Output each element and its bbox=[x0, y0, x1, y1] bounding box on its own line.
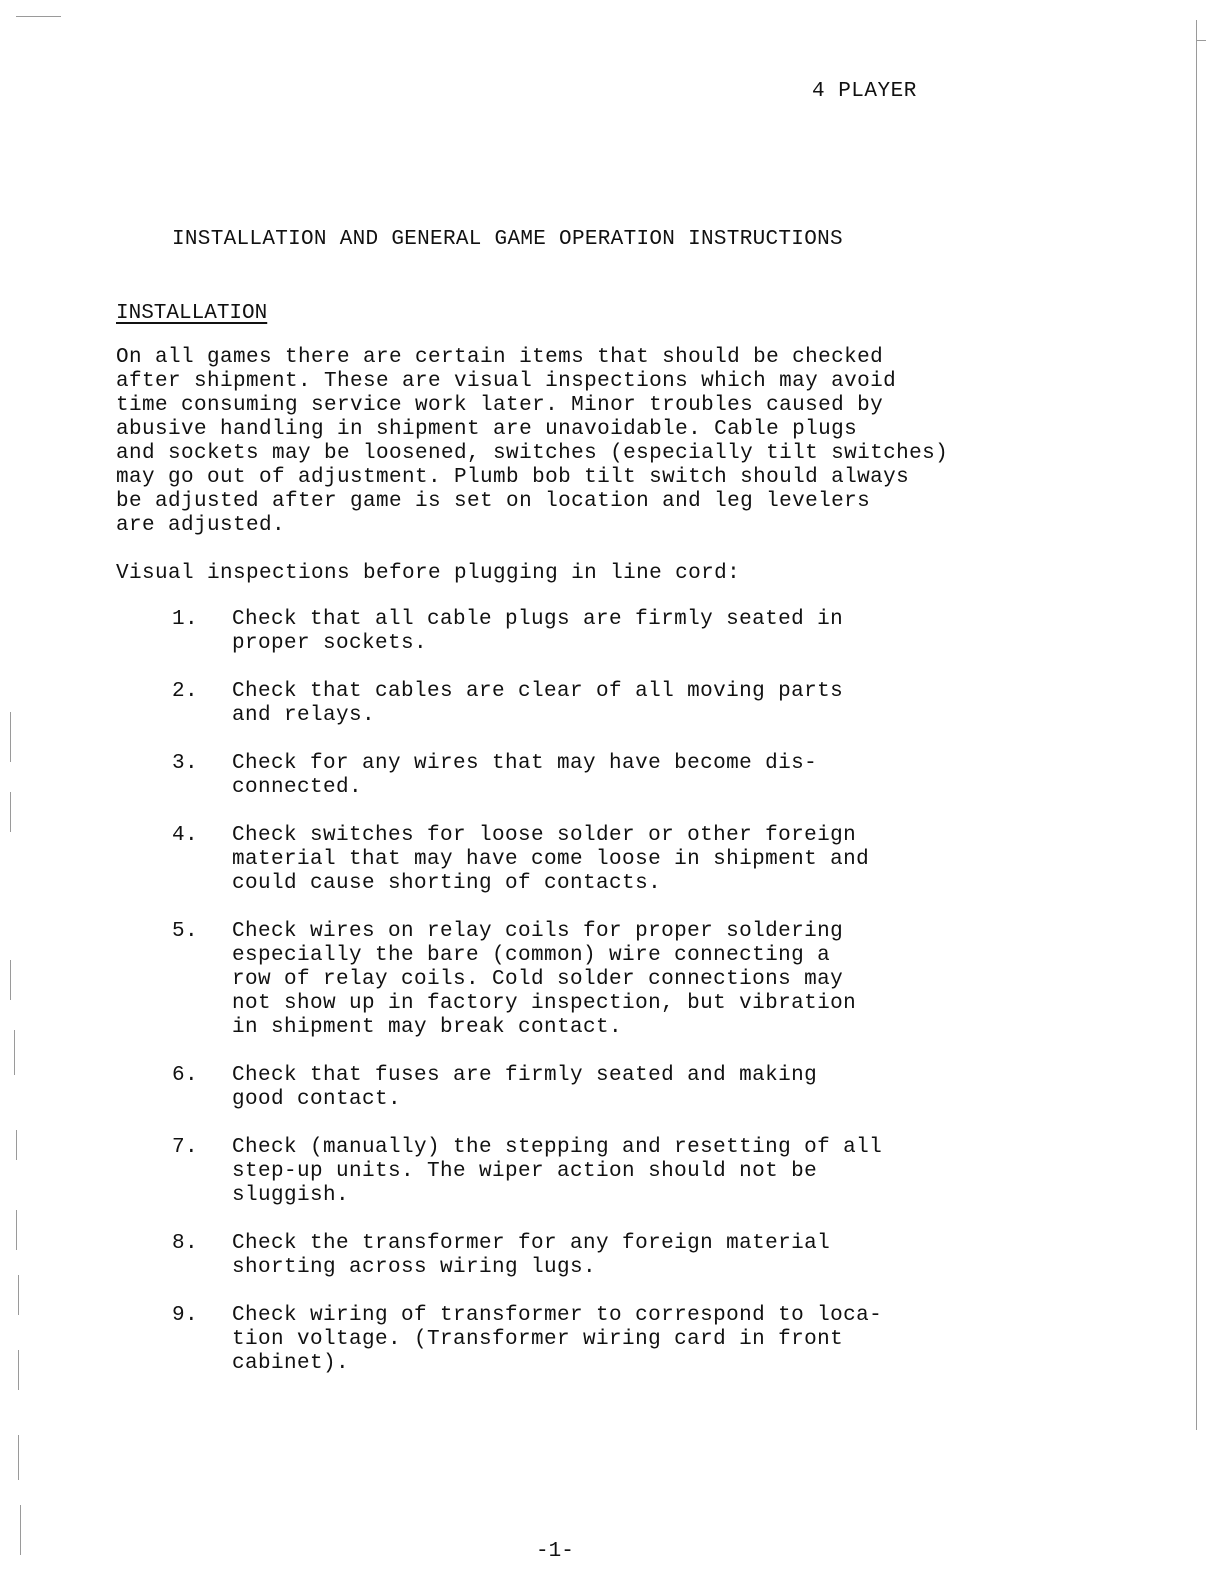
list-item bbox=[172, 824, 992, 896]
list-item-number: 4. bbox=[172, 824, 199, 847]
scan-edge-right bbox=[1196, 20, 1197, 1430]
list-item bbox=[172, 1304, 992, 1376]
list-item-number: 1. bbox=[172, 608, 199, 631]
list-item-text: Check wires on relay coils for proper soldering especially the bare (common) wire connecting a row of relay coils. Cold solder connections may not show up in factory inspection, but vibration in shipment may break contact. bbox=[232, 920, 857, 1039]
list-item bbox=[172, 608, 992, 656]
page-number: -1- bbox=[536, 1540, 574, 1563]
list-item-number: 2. bbox=[172, 680, 199, 703]
list-item-text: Check switches for loose solder or other foreign material that may have come loose in shipment and could cause shorting of contacts. bbox=[232, 824, 870, 895]
scan-mark-left-9 bbox=[18, 1435, 19, 1480]
scan-mark-left-7 bbox=[18, 1275, 19, 1315]
list-item-number: 6. bbox=[172, 1064, 199, 1087]
game-type-header: 4 PLAYER bbox=[812, 80, 917, 103]
scan-mark-left-4 bbox=[14, 1030, 15, 1075]
list-item-number: 5. bbox=[172, 920, 199, 943]
list-item-number: 3. bbox=[172, 752, 199, 775]
section-heading-installation: INSTALLATION bbox=[116, 302, 268, 325]
list-item-text: Check that cables are clear of all moving parts and relays. bbox=[232, 680, 844, 727]
scan-mark-left-1 bbox=[10, 712, 11, 762]
list-item bbox=[172, 1136, 992, 1208]
list-item-text: Check (manually) the stepping and resetting of all step-up units. The wiper action should not be sluggish. bbox=[232, 1136, 883, 1207]
list-item-text: Check for any wires that may have become dis- connected. bbox=[232, 752, 818, 799]
list-item-text: Check that all cable plugs are firmly seated in proper sockets. bbox=[232, 608, 844, 655]
checklist-lead: Visual inspections before plugging in line cord: bbox=[116, 562, 741, 585]
list-item-number: 8. bbox=[172, 1232, 199, 1255]
scan-mark-left-5 bbox=[16, 1130, 17, 1160]
list-item-text: Check that fuses are firmly seated and making good contact. bbox=[232, 1064, 818, 1111]
list-item-number: 7. bbox=[172, 1136, 199, 1159]
page-title: INSTALLATION AND GENERAL GAME OPERATION INSTRUCTIONS bbox=[172, 228, 843, 251]
list-item bbox=[172, 1232, 992, 1280]
scan-mark-left-3 bbox=[10, 960, 11, 1000]
scan-mark-left-6 bbox=[16, 1210, 17, 1250]
scan-mark-left-8 bbox=[18, 1350, 19, 1390]
list-item bbox=[172, 752, 992, 800]
list-item-text: Check wiring of transformer to correspond to loca- tion voltage. (Transformer wiring card in front cabinet). bbox=[232, 1304, 883, 1375]
list-item bbox=[172, 920, 992, 1040]
list-item bbox=[172, 1064, 992, 1112]
list-item bbox=[172, 680, 992, 728]
scan-edge-right-tick bbox=[1196, 40, 1206, 41]
list-item-text: Check the transformer for any foreign material shorting across wiring lugs. bbox=[232, 1232, 831, 1279]
scan-mark-top bbox=[16, 16, 61, 17]
scan-mark-left-10 bbox=[20, 1505, 21, 1555]
inspection-checklist bbox=[172, 608, 992, 1400]
scan-mark-left-2 bbox=[10, 792, 11, 832]
intro-paragraph: On all games there are certain items that should be checked after shipment. These are visual inspections which may avoid time consuming service work later. Minor troubles caused by abusive handling in shipment are unavoidable. Cable plugs and sockets may be loosened, switches (especially tilt switches) may go out of adjustment. Plumb bob tilt switch should always be adjusted after game is set on location and leg levelers are adjusted. bbox=[116, 346, 949, 537]
list-item-number: 9. bbox=[172, 1304, 199, 1327]
